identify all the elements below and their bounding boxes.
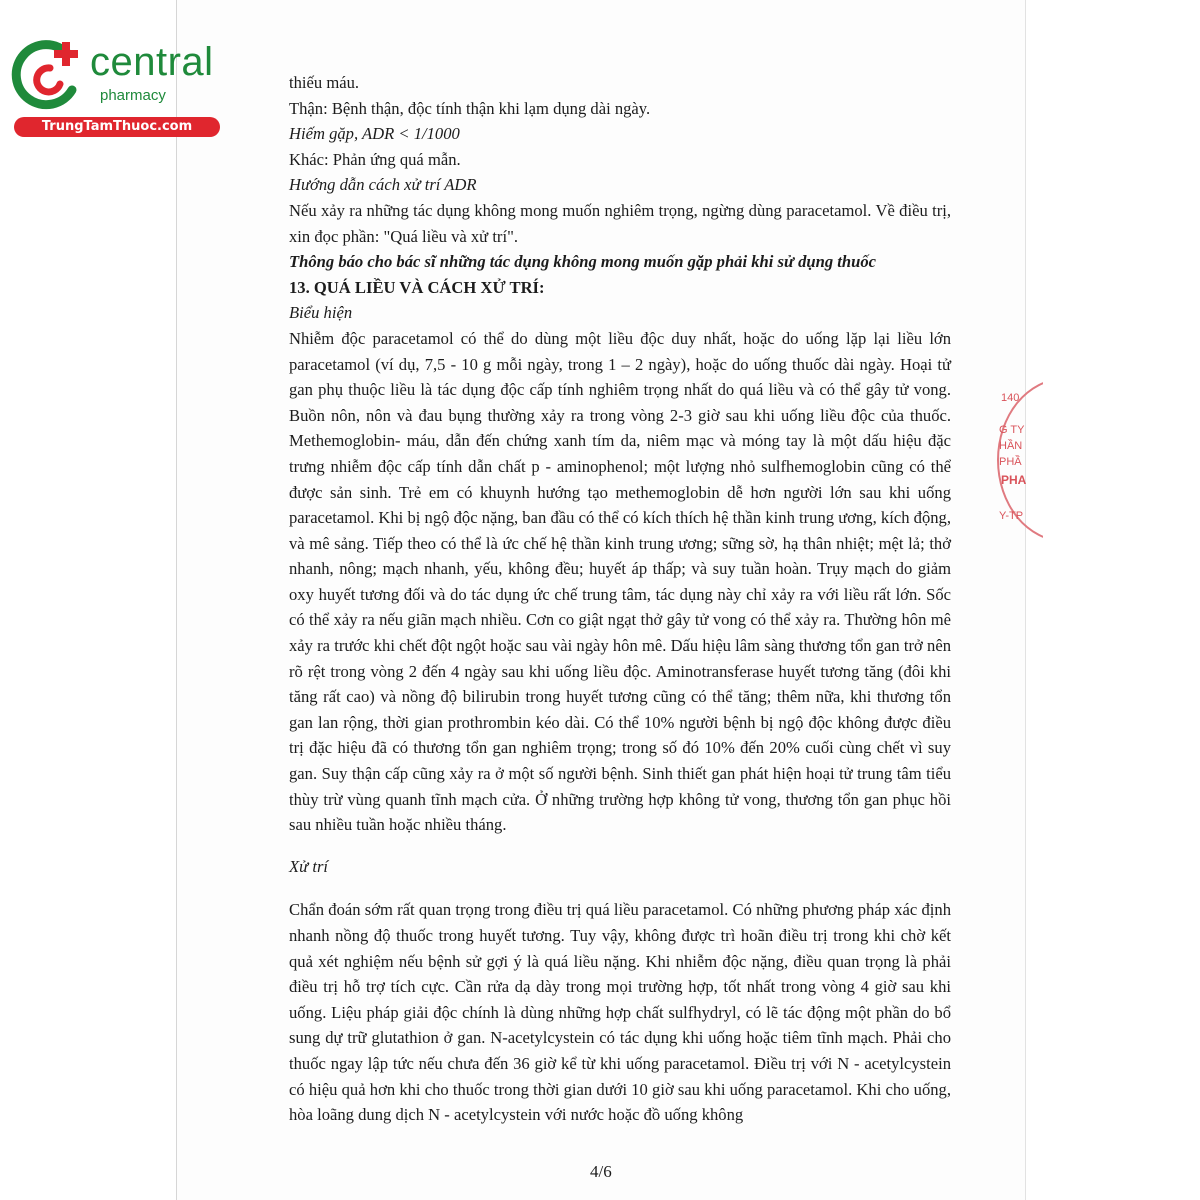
stamp-text: G TY [999, 424, 1025, 436]
subheading-treatment: Xử trí [289, 856, 329, 876]
central-pharmacy-logo[interactable] [10, 38, 215, 138]
subheading-adr-guidance: Hướng dẫn cách xử trí ADR [289, 175, 477, 195]
paragraph: Nhiễm độc paracetamol có thể do dùng một liều độc duy nhất, hoặc do uống lặp lại liều lớn paracetamol (ví dụ, 7,5 - 10 g mỗi ngày, trong 1 – 2 ngày), hoặc do uống thuốc dài ngày. Hoại tử gan phụ thuộc liều là tác dụng độc cấp tính nghiêm trọng nhất do quá liều và có thể gây tử vong. Buồn nôn, nôn và đau bụng thường xảy ra trong vòng 2-3 giờ sau khi uống liều độc của thuốc. Methemoglobin- máu, dẫn đến chứng xanh tím da, niêm mạc và móng tay là một dấu hiệu đặc trưng nhiễm độc cấp tính dẫn chất p - aminophenol; một lượng nhỏ sulfhemoglobin cũng có thể được sản sinh. Trẻ em có khuynh hướng tạo methemoglobin dễ hơn người lớn sau khi uống paracetamol. Khi bị ngộ độc nặng, ban đầu có thể có kích thích hệ thần kinh trung ương, kích động, và mê sảng. Tiếp theo có thể là ức chế hệ thần kinh trung ương; sững sờ, hạ thân nhiệt; mệt lả; thở nhanh, nông; mạch nhanh, yếu, không đều; huyết áp thấp; và suy tuần hoàn. Trụy mạch do giảm oxy huyết tương đối và do tác dụng ức chế trung tâm, tác dụng này chỉ xảy ra với liều rất lớn. Sốc có thể xảy ra nếu giãn mạch nhiều. Cơn co giật ngạt thở gây tử vong có thể xảy ra. Thường hôn mê xảy ra trước khi chết đột ngột hoặc sau vài ngày hôn mê. Dấu hiệu lâm sàng thương tổn gan trở nên rõ rệt trong vòng 2 đến 4 ngày sau khi uống liều độc. Aminotransferase huyết tương tăng (đôi khi tăng rất cao) và nồng độ bilirubin trong huyết tương cũng có thể tăng; thêm nữa, khi thương tổn gan lan rộng, thời gian prothrombin kéo dài. Có thể 10% người bệnh bị ngộ độc không được điều trị đặc hiệu đã có thương tổn gan nghiêm trọng; trong số đó 10% đến 20% cuối cùng chết vì suy gan. Suy thận cấp cũng xảy ra ở một số người bệnh. Sinh thiết gan phát hiện hoại tử trung tâm tiểu thùy trừ vùng quanh tĩnh mạch cửa. Ở những trường hợp không tử vong, thương tổn gan phục hồi sau nhiều tuần hoặc nhiều tháng. [289, 328, 951, 835]
central-logo-icon [10, 38, 90, 114]
text-line: thiếu máu. [289, 73, 360, 92]
paragraph: Nếu xảy ra những tác dụng không mong muốn nghiêm trọng, ngừng dùng paracetamol. Về điều trị, xin đọc phần: "Quá liều và xử trí". [289, 200, 951, 246]
document-body [289, 70, 951, 1128]
stamp-text: PHA [1001, 473, 1027, 487]
subheading-rare: Hiếm gặp, ADR < 1/1000 [289, 124, 460, 144]
stamp-text: PHẦ [999, 456, 1022, 468]
stamp-text: HẦN [999, 440, 1023, 452]
section-heading: 13. QUÁ LIỀU VÀ CÁCH XỬ TRÍ: [289, 277, 545, 297]
stamp-text: Y-TP [999, 510, 1024, 522]
logo-sub-text: pharmacy [100, 87, 166, 104]
text-line: Thận: Bệnh thận, độc tính thận khi lạm dụng dài ngày. [289, 98, 651, 118]
subheading-symptoms: Biểu hiện [289, 303, 353, 323]
notice-line: Thông báo cho bác sĩ những tác dụng không mong muốn gặp phải khi sử dụng thuốc [289, 252, 876, 272]
page-number: 4/6 [590, 1162, 612, 1181]
stamp-text: 140 [1001, 392, 1020, 404]
paragraph: Chẩn đoán sớm rất quan trọng trong điều trị quá liều paracetamol. Có những phương pháp xác định nhanh nồng độ thuốc trong huyết tương. Tuy vậy, không được trì hoãn điều trị trong khi chờ kết quả xét nghiệm nếu bệnh sử gợi ý là quá liều nặng. Khi nhiễm độc nặng, điều quan trọng là phải điều trị hỗ trợ tích cực. Cần rửa dạ dày trong mọi trường hợp, tốt nhất trong vòng 4 giờ sau khi uống. Liệu pháp giải độc chính là dùng những hợp chất sulfhydryl, có lẽ tác động một phần do bổ sung dự trữ glutathion ở gan. N-acetylcystein có tác dụng khi uống hoặc tiêm tĩnh mạch. Phải cho thuốc ngay lập tức nếu chưa đến 36 giờ kể từ khi uống paracetamol. Điều trị với N - acetylcystein có hiệu quả hơn khi cho thuốc trong thời gian dưới 10 giờ sau khi uống paracetamol. Khi cho uống, hòa loãng dung dịch N - acetylcystein với nước hoặc đồ uống không [289, 900, 951, 1125]
logo-brand-text: central [90, 40, 214, 84]
logo-site-url: TrungTamThuoc.com [14, 117, 220, 137]
text-line: Khác: Phản ứng quá mẫn. [289, 149, 461, 169]
red-stamp [993, 378, 1043, 548]
